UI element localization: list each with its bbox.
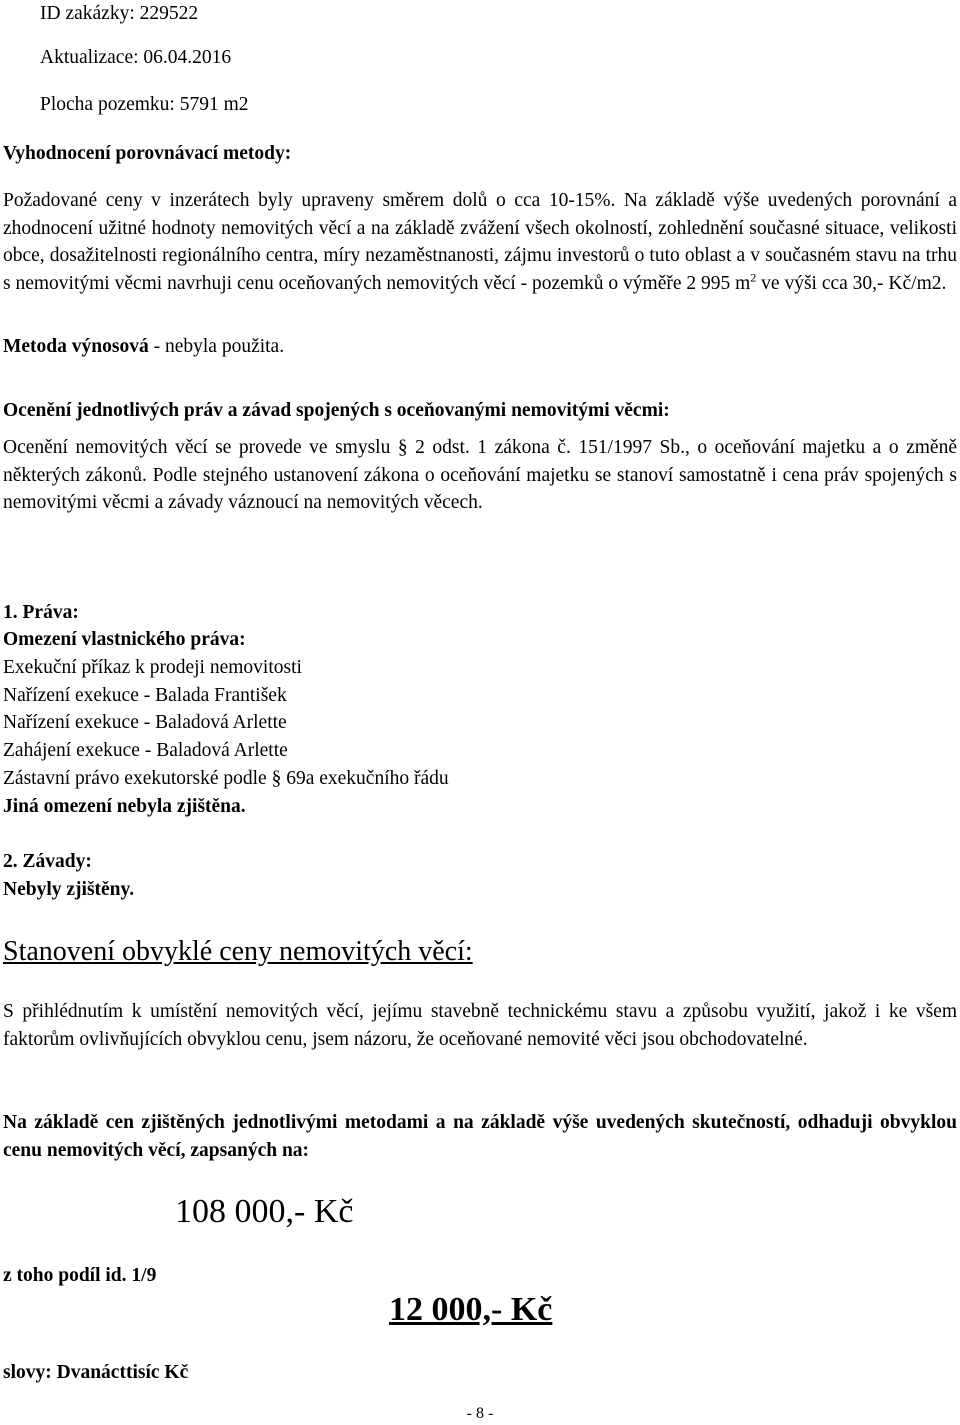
rights-heading: 1. Práva: <box>3 602 79 623</box>
lien-text: Zástavní právo exekutorské podle <box>3 768 272 789</box>
section-sign: § <box>397 437 408 458</box>
page-number: - 8 - <box>466 1405 494 1422</box>
superscript-2: 2 <box>750 270 757 284</box>
comparative-heading: Vyhodnocení porovnávací metody: <box>3 143 292 164</box>
no-other-restrictions: Jiná omezení nebyla zjištěna. <box>3 796 246 817</box>
comparative-text: Požadované ceny v inzerátech byly upraveny směrem dolů o cca 10-15%. Na základě výše uvedených porovnání a zhodnocení užitné hodnoty nemovitých věcí a na základě zvážení všech okolností, zohlednění současné situace, velikosti obce, dosažitelnosti regionálního centra, míry nezaměstnanosti, zájmu investorů o tuto oblast a v současném stavu na trhu s nemovitými věcmi navrhuji cenu oceňovaných nemovitých věcí - pozemků o výměře 2 995 m <box>3 190 957 294</box>
rights-valuation-text-end: 2 odst. 1 zákona č. 151/1997 Sb., o oceňování majetku a o změně některých zákonů. Podle stejného ustanovení zákona o oceňování majetku se stanoví samostatně i cena práv spojených s nemovitými věcmi a závady váznoucí na nemovitých věcech. <box>3 437 957 513</box>
land-area-value: 5791 m2 <box>179 94 249 115</box>
rights-valuation-paragraph <box>3 434 957 517</box>
restriction-item: Nařízení exekuce - Balada František <box>3 685 287 706</box>
order-id-label: ID zakázky: <box>40 3 135 24</box>
usual-price-paragraph: S přihlédnutím k umístění nemovitých věcí, jejímu stavebně technickému stavu a způsobu využití, jakož i ke všem faktorům ovlivňujících obvyklou cenu, jsem názoru, že oceňované nemovité věci jsou obchodovatelné. <box>3 1001 957 1050</box>
total-price: 108 000,- Kč <box>175 1193 354 1230</box>
land-area-line <box>40 91 640 119</box>
defects-heading: 2. Závady: <box>3 851 92 872</box>
income-method-status: - nebyla použita. <box>148 336 285 357</box>
usual-price-heading: Stanovení obvyklé ceny nemovitých věcí: <box>3 936 473 967</box>
lien-text-end: 69a exekučního řádu <box>281 768 449 789</box>
income-method-label: Metoda výnosová <box>3 336 149 357</box>
restriction-item: Zahájení exekuce - Baladová Arlette <box>3 740 288 761</box>
update-value: 06.04.2016 <box>143 47 232 68</box>
rights-valuation-text: Ocenění nemovitých věcí se provede ve smyslu <box>3 437 398 458</box>
restriction-item: Exekuční příkaz k prodeji nemovitosti <box>3 657 302 678</box>
share-label: z toho podíl id. 1/9 <box>3 1265 157 1286</box>
order-id-value: 229522 <box>139 3 199 24</box>
land-area-label: Plocha pozemku: <box>40 94 175 115</box>
ownership-restriction-heading: Omezení vlastnického práva: <box>3 629 246 650</box>
price-basis-paragraph: Na základě cen zjištěných jednotlivými metodami a na základě výše uvedených skutečností, odhaduji obvyklou cenu nemovitých věcí, zapsaných na: <box>3 1112 957 1161</box>
defects-value: Nebyly zjištěny. <box>3 879 135 900</box>
rights-valuation-heading: Ocenění jednotlivých práv a závad spojených s oceňovanými nemovitými věcmi: <box>3 400 670 421</box>
update-label: Aktualizace: <box>40 47 139 68</box>
price-in-words: slovy: Dvanácttisíc Kč <box>3 1362 189 1383</box>
order-id-line <box>40 0 640 28</box>
share-price: 12 000,- Kč <box>389 1291 553 1328</box>
section-sign: § <box>271 768 282 789</box>
income-method-line <box>3 333 957 361</box>
lien-item <box>3 765 957 793</box>
comparative-text-end: ve výši cca 30,- Kč/m2. <box>756 272 947 294</box>
update-line <box>40 44 640 72</box>
restriction-item: Nařízení exekuce - Baladová Arlette <box>3 712 287 733</box>
comparative-paragraph <box>3 187 957 297</box>
